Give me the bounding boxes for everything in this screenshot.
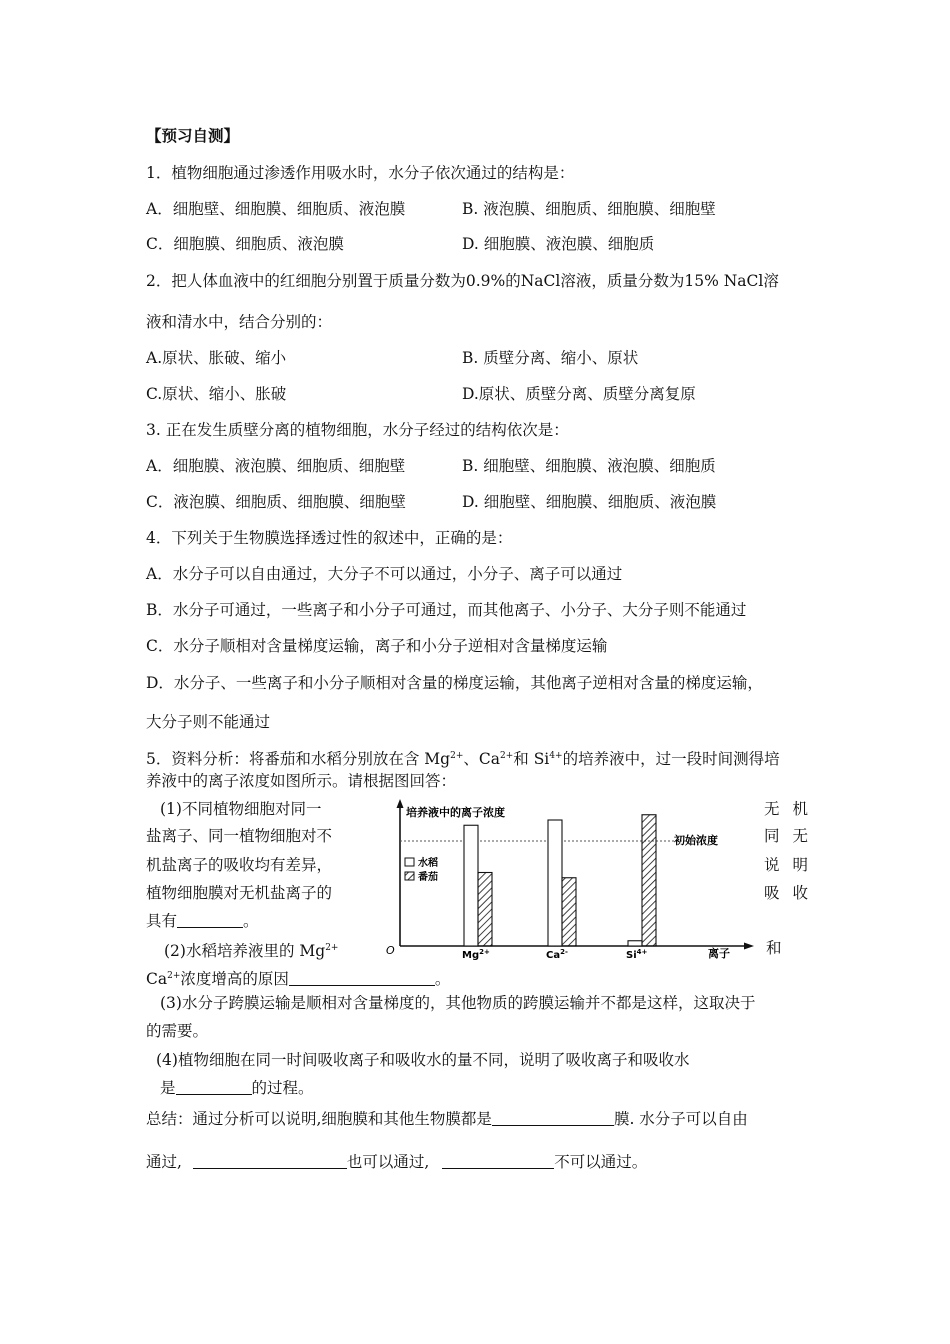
q3-stem: 3. 正在发生质壁分离的植物细胞，水分子经过的结构依次是： bbox=[146, 421, 569, 439]
bar-mg-tomato bbox=[478, 873, 492, 947]
q5-part3-line2: 的需要。 bbox=[146, 1022, 209, 1040]
q2-stem-line1: 2．把人体血液中的红细胞分别置于质量分数为0.9%的NaCl溶液，质量分数为15% NaCl溶 bbox=[146, 272, 779, 290]
q5-part1-line3: 机盐离子的吸收均有差异， bbox=[146, 856, 333, 874]
answer-blank-1[interactable] bbox=[177, 913, 243, 928]
answer-blank-2[interactable] bbox=[289, 971, 435, 986]
legend-swatch-tomato bbox=[405, 872, 414, 880]
tick-labels-group bbox=[462, 948, 648, 961]
q2-option-c: C.原状、缩小、胀破 bbox=[146, 385, 287, 403]
q5-part1-line4: 植物细胞膜对无机盐离子的 bbox=[146, 884, 333, 902]
initial-level-label: 初始浓度 bbox=[674, 834, 718, 847]
q3-option-a: A．细胞膜、液泡膜、细胞质、细胞壁 bbox=[146, 457, 406, 475]
q4-option-d-line1: D．水分子、一些离子和小分子顺相对含量的梯度运输，其他离子逆相对含量的梯度运输， bbox=[146, 674, 763, 692]
q5-intro-line1: 5．资料分析：将番茄和水稻分别放在含 $Mg^{2+}$、$Ca^{2+}$和 $Si^{4+}$的培养液中，过一段时间测得培 bbox=[146, 750, 780, 768]
tick-label-ca: $Ca^{2-}$ bbox=[546, 948, 568, 961]
summary-line2: 通过, 也可以通过, 不可以通过。 bbox=[146, 1153, 648, 1171]
legend-label-rice: 水稻 bbox=[418, 858, 438, 869]
x-axis-arrow bbox=[744, 943, 754, 950]
q5-part1-line1: (1)不同植物细胞对同一 bbox=[160, 800, 322, 818]
q1-option-d: D. 细胞膜、液泡膜、细胞质 bbox=[462, 235, 655, 253]
q5-part2-line2: $Ca^{2+}$浓度增高的原因 。 bbox=[146, 970, 451, 988]
section-title: 【预习自测】 bbox=[146, 126, 240, 145]
q5-part1-line1-right: 无 机 bbox=[764, 800, 808, 818]
q5-part1-line4-right: 吸 收 bbox=[764, 884, 808, 902]
q5-part1-line2-right: 同 无 bbox=[764, 827, 808, 845]
y-axis-arrow bbox=[397, 799, 404, 808]
q5-part4-line2: 是 的过程。 bbox=[160, 1079, 314, 1097]
q4-option-b: B．水分子可通过，一些离子和小分子可通过，而其他离子、小分子、大分子则不能通过 bbox=[146, 601, 747, 619]
q5-part1-line2: 盐离子、同一植物细胞对不 bbox=[146, 827, 333, 845]
answer-blank-4[interactable] bbox=[492, 1111, 614, 1126]
q3-option-c: C．液泡膜、细胞质、细胞膜、细胞壁 bbox=[146, 493, 406, 511]
q4-option-d-line2: 大分子则不能通过 bbox=[146, 713, 271, 731]
bars-group bbox=[464, 815, 656, 946]
q5-part1-line5: 具有 。 bbox=[146, 912, 259, 930]
origin-label: O bbox=[386, 944, 395, 957]
q5-part2-line1: (2)水稻培养液里的 $Mg^{2+}$ bbox=[164, 942, 339, 960]
q1-option-b: B. 液泡膜、细胞质、细胞膜、细胞壁 bbox=[462, 200, 716, 218]
answer-blank-5[interactable] bbox=[193, 1154, 347, 1169]
chart-legend bbox=[405, 856, 438, 883]
q2-option-d: D.原状、质壁分离、质壁分离复原 bbox=[462, 385, 696, 403]
bar-mg-rice bbox=[464, 825, 478, 946]
q5-part4-line1: (4)植物细胞在同一时间吸收离子和吸收水的量不同，说明了吸收离子和吸收水 bbox=[156, 1051, 690, 1069]
q1-stem: 1．植物细胞通过渗透作用吸水时，水分子依次通过的结构是： bbox=[146, 164, 575, 182]
q1-option-a: A．细胞壁、细胞膜、细胞质、液泡膜 bbox=[146, 200, 406, 218]
q2-option-a: A.原状、胀破、缩小 bbox=[146, 349, 287, 367]
legend-swatch-rice bbox=[405, 858, 414, 866]
legend-label-tomato: 番茄 bbox=[418, 872, 438, 883]
answer-blank-6[interactable] bbox=[442, 1154, 554, 1169]
q2-option-b: B. 质壁分离、缩小、原状 bbox=[462, 349, 639, 367]
summary-line1: 总结：通过分析可以说明,细胞膜和其他生物膜都是 膜. 水分子可以自由 bbox=[146, 1110, 748, 1128]
bar-ca-tomato bbox=[562, 878, 576, 946]
bar-ca-rice bbox=[548, 820, 562, 946]
q5-part2-line1-right: 和 bbox=[766, 939, 782, 957]
tick-label-mg: $Mg^{2+}$ bbox=[462, 948, 490, 961]
tick-label-si: $Si^{4+}$ bbox=[626, 948, 648, 961]
q2-stem-line2: 液和清水中，结合分别的： bbox=[146, 313, 333, 331]
q4-stem: 4．下列关于生物膜选择透过性的叙述中，正确的是： bbox=[146, 529, 513, 547]
q4-option-c: C．水分子顺相对含量梯度运输，离子和小分子逆相对含量梯度运输 bbox=[146, 637, 608, 655]
q1-option-c: C．细胞膜、细胞质、液泡膜 bbox=[146, 235, 344, 253]
ion-concentration-chart bbox=[378, 796, 764, 962]
q3-option-b: B. 细胞壁、细胞膜、液泡膜、细胞质 bbox=[462, 457, 716, 475]
q4-option-a: A．水分子可以自由通过，大分子不可以通过，小分子、离子可以通过 bbox=[146, 565, 623, 583]
q5-part3-line1: (3)水分子跨膜运输是顺相对含量梯度的，其他物质的跨膜运输并不都是这样，这取决于 bbox=[160, 994, 756, 1012]
y-axis-label: 培养液中的离子浓度 bbox=[406, 806, 505, 819]
q5-part1-line3-right: 说 明 bbox=[764, 856, 808, 874]
bar-si-rice bbox=[628, 941, 642, 946]
q3-option-d: D. 细胞壁、细胞膜、细胞质、液泡膜 bbox=[462, 493, 717, 511]
bar-si-tomato bbox=[642, 815, 656, 946]
q5-intro-line2: 养液中的离子浓度如图所示。请根据图回答： bbox=[146, 772, 457, 790]
x-axis-label: 离子 bbox=[708, 947, 730, 960]
answer-blank-3[interactable] bbox=[176, 1080, 252, 1095]
